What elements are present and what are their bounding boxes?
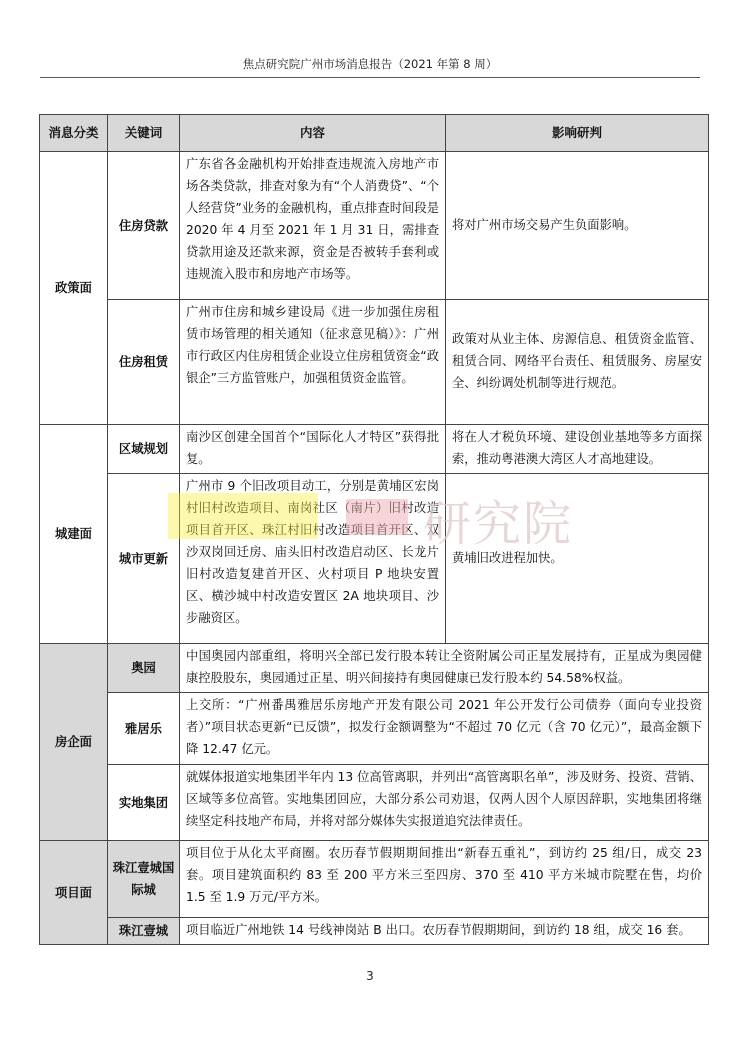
impact-cell: 将对广州市场交易产生负面影响。 [446, 152, 709, 300]
keyword-cell: 珠江壹城国际城 [108, 841, 180, 918]
keyword-cell: 奥园 [108, 644, 180, 693]
table-row [40, 474, 709, 644]
table-row [40, 765, 709, 841]
keyword-cell: 雅居乐 [108, 693, 180, 765]
keyword-cell: 城市更新 [108, 474, 180, 644]
content-cell: 项目临近广州地铁 14 号线神岗站 B 出口。农历春节假期期间，到访约 18 组，成交 16 套。 [180, 918, 709, 945]
col-header-keyword: 关键词 [108, 115, 180, 152]
keyword-cell: 珠江壹城 [108, 918, 180, 945]
category-developer: 房企面 [40, 644, 108, 841]
table-row [40, 152, 709, 300]
category-policy: 政策面 [40, 152, 108, 425]
table-row [40, 841, 709, 918]
keyword-cell: 区域规划 [108, 425, 180, 474]
content-cell: 广东省各金融机构开始排查违规流入房地产市场各类贷款，排查对象为有“个人消费贷”、“个人经营贷”业务的金融机构，重点排查时间段是 2020 年 4 月至 2021 年 1 月 31 日，需排查贷款用途及还款来源，资金是否被转手套利或违规流入股市和房地产市场等。 [180, 152, 446, 300]
content-cell: 广州市 9 个旧改项目动工，分别是黄埔区宏岗村旧村改造项目、南岗社区（南片）旧村改造项目首开区、珠江村旧村改造项目首开区、双沙双岗回迁房、庙头旧村改造启动区、长龙片旧村改造复建首开区、火村项目 P 地块安置区、横沙城中村改造安置区 2A 地块项目、沙步融资区。 [180, 474, 446, 644]
content-cell: 南沙区创建全国首个“国际化人才特区”获得批复。 [180, 425, 446, 474]
col-header-category: 消息分类 [40, 115, 108, 152]
content-cell: 项目位于从化太平商圈。农历春节假期期间推出“新春五重礼”，到访约 25 组/日，成交 23 套。项目建筑面积约 83 至 200 平方米三至四房、370 至 410 平方米城市院墅在售，均价 1.5 至 1.9 万元/平方米。 [180, 841, 709, 918]
category-project: 项目面 [40, 841, 108, 945]
content-cell: 中国奥园内部重组，将明兴全部已发行股本转让全资附属公司正星发展持有，正星成为奥园健康控股股东，奥园通过正星、明兴间接持有奥园健康已发行股本约 54.58%权益。 [180, 644, 709, 693]
watermark-text: 研究院 [423, 496, 574, 552]
page-number: 3 [366, 969, 374, 983]
col-header-impact: 影响研判 [446, 115, 709, 152]
report-header: 焦点研究院广州市场消息报告（2021 年第 8 周） [242, 57, 498, 71]
impact-cell: 将在人才税负环境、建设创业基地等多方面探索，推动粤港澳大湾区人才高地建设。 [446, 425, 709, 474]
impact-cell: 政策对从业主体、房源信息、租赁资金监管、租赁合同、网络平台责任、租赁服务、房屋安全、纠纷调处机制等进行规范。 [446, 300, 709, 425]
table-row [40, 644, 709, 693]
category-urban: 城建面 [40, 425, 108, 644]
news-table [39, 114, 709, 945]
table-header-row [40, 115, 709, 152]
col-header-content: 内容 [180, 115, 446, 152]
keyword-cell: 住房贷款 [108, 152, 180, 300]
keyword-cell: 住房租赁 [108, 300, 180, 425]
content-cell: 上交所：“广州番禺雅居乐房地产开发有限公司 2021 年公开发行公司债券（面向专业投资者）”项目状态更新“已反馈”，拟发行金额调整为“不超过 70 亿元（含 70 亿元）”，最高金额下降 12.47 亿元。 [180, 693, 709, 765]
keyword-cell: 实地集团 [108, 765, 180, 841]
content-cell: 就媒体报道实地集团半年内 13 位高管离职，并列出“高管离职名单”，涉及财务、投资、营销、区域等多位高管。实地集团回应，大部分系公司劝退，仅两人因个人原因辞职，实地集团将继续坚定科技地产布局，并将对部分媒体失实报道追究法律责任。 [180, 765, 709, 841]
table-row [40, 918, 709, 945]
content-cell: 广州市住房和城乡建设局《进一步加强住房租赁市场管理的相关通知（征求意见稿）》：广州市行政区内住房租赁企业设立住房租赁资金“政银企”三方监管账户，加强租赁资金监管。 [180, 300, 446, 425]
table-row [40, 425, 709, 474]
table-row [40, 300, 709, 425]
table-row [40, 693, 709, 765]
impact-cell: 黄埔旧改进程加快。 [446, 474, 709, 644]
header-rule [40, 77, 700, 78]
